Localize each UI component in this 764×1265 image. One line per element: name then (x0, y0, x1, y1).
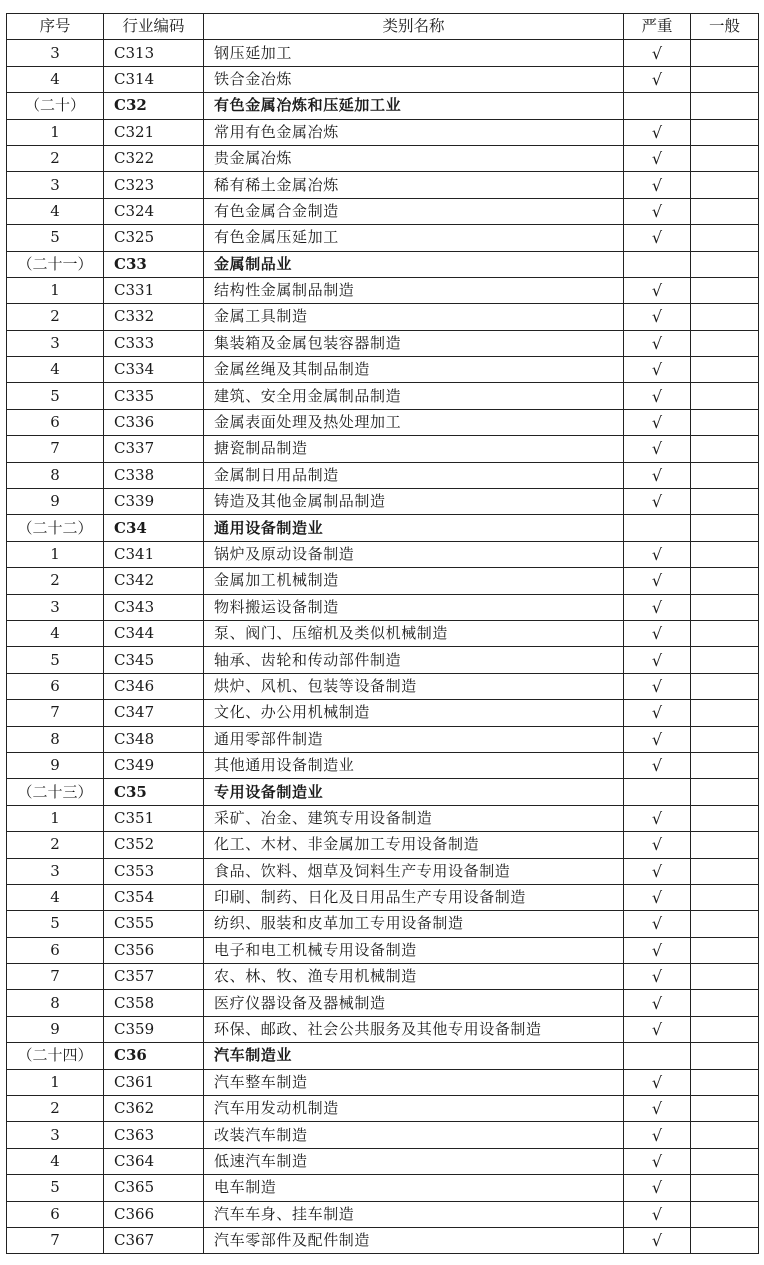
cell-name: 有色金属压延加工 (204, 225, 624, 251)
cell-severe (624, 1043, 691, 1069)
cell-name: 常用有色金属冶炼 (204, 119, 624, 145)
cell-general (691, 277, 759, 303)
table-row (7, 462, 759, 488)
cell-general (691, 1016, 759, 1042)
cell-seq: 6 (7, 673, 104, 699)
table-row (7, 964, 759, 990)
cell-seq: 5 (7, 647, 104, 673)
cell-seq: 7 (7, 436, 104, 462)
cell-severe: √ (624, 594, 691, 620)
cell-code: C345 (104, 647, 204, 673)
cell-name: 汽车零部件及配件制造 (204, 1227, 624, 1253)
cell-severe: √ (624, 673, 691, 699)
cell-code: C363 (104, 1122, 204, 1148)
table-row (7, 1096, 759, 1122)
cell-general (691, 726, 759, 752)
cell-severe: √ (624, 198, 691, 224)
cell-seq: 1 (7, 119, 104, 145)
cell-general (691, 884, 759, 910)
cell-name: 建筑、安全用金属制品制造 (204, 383, 624, 409)
cell-general (691, 436, 759, 462)
cell-code: C332 (104, 304, 204, 330)
table-row (7, 752, 759, 778)
cell-seq: 4 (7, 1148, 104, 1174)
cell-seq: （二十） (7, 93, 104, 119)
cell-code: C365 (104, 1175, 204, 1201)
cell-name: 泵、阀门、压缩机及类似机械制造 (204, 620, 624, 646)
cell-code: C349 (104, 752, 204, 778)
table-header-row (7, 14, 759, 40)
cell-general (691, 198, 759, 224)
cell-seq: 4 (7, 198, 104, 224)
cell-general (691, 990, 759, 1016)
cell-severe: √ (624, 1069, 691, 1095)
cell-code: C358 (104, 990, 204, 1016)
cell-seq: 2 (7, 568, 104, 594)
cell-general (691, 40, 759, 66)
cell-seq: 5 (7, 911, 104, 937)
cell-seq: 7 (7, 1227, 104, 1253)
cell-severe: √ (624, 752, 691, 778)
table-row (7, 805, 759, 831)
cell-general (691, 832, 759, 858)
cell-severe: √ (624, 647, 691, 673)
cell-severe: √ (624, 541, 691, 567)
cell-code: C338 (104, 462, 204, 488)
cell-code: C362 (104, 1096, 204, 1122)
cell-name: 金属表面处理及热处理加工 (204, 409, 624, 435)
cell-severe: √ (624, 1122, 691, 1148)
cell-general (691, 594, 759, 620)
cell-general (691, 964, 759, 990)
cell-seq: （二十一） (7, 251, 104, 277)
cell-code: C33 (104, 251, 204, 277)
cell-severe (624, 515, 691, 541)
cell-general (691, 304, 759, 330)
cell-name: 金属制日用品制造 (204, 462, 624, 488)
cell-general (691, 409, 759, 435)
cell-seq: 2 (7, 1096, 104, 1122)
cell-name: 电车制造 (204, 1175, 624, 1201)
cell-seq: 4 (7, 884, 104, 910)
cell-name: 金属制品业 (204, 251, 624, 277)
cell-seq: 1 (7, 805, 104, 831)
cell-severe: √ (624, 172, 691, 198)
cell-code: C321 (104, 119, 204, 145)
cell-name: 搪瓷制品制造 (204, 436, 624, 462)
cell-severe: √ (624, 1096, 691, 1122)
table-row (7, 700, 759, 726)
table-row (7, 1227, 759, 1253)
table-row (7, 594, 759, 620)
cell-seq: （二十三） (7, 779, 104, 805)
cell-name: 有色金属冶炼和压延加工业 (204, 93, 624, 119)
cell-general (691, 752, 759, 778)
cell-severe: √ (624, 383, 691, 409)
cell-severe: √ (624, 1227, 691, 1253)
cell-name: 汽车整车制造 (204, 1069, 624, 1095)
header-severe: 严重 (624, 14, 691, 40)
cell-seq: 4 (7, 66, 104, 92)
cell-severe: √ (624, 805, 691, 831)
cell-code: C343 (104, 594, 204, 620)
cell-name: 汽车车身、挂车制造 (204, 1201, 624, 1227)
table-row (7, 172, 759, 198)
cell-name: 铸造及其他金属制品制造 (204, 489, 624, 515)
cell-general (691, 568, 759, 594)
cell-general (691, 647, 759, 673)
cell-seq: 1 (7, 541, 104, 567)
cell-severe (624, 93, 691, 119)
cell-name: 纺织、服装和皮革加工专用设备制造 (204, 911, 624, 937)
cell-name: 结构性金属制品制造 (204, 277, 624, 303)
cell-seq: 2 (7, 832, 104, 858)
cell-severe: √ (624, 858, 691, 884)
table-row (7, 673, 759, 699)
cell-name: 轴承、齿轮和传动部件制造 (204, 647, 624, 673)
cell-seq: 3 (7, 330, 104, 356)
cell-severe: √ (624, 832, 691, 858)
cell-seq: 3 (7, 858, 104, 884)
cell-seq: 6 (7, 1201, 104, 1227)
table-row (7, 647, 759, 673)
cell-name: 集装箱及金属包装容器制造 (204, 330, 624, 356)
cell-general (691, 225, 759, 251)
cell-name: 有色金属合金制造 (204, 198, 624, 224)
cell-seq: （二十四） (7, 1043, 104, 1069)
cell-severe: √ (624, 409, 691, 435)
cell-general (691, 541, 759, 567)
cell-name: 其他通用设备制造业 (204, 752, 624, 778)
cell-general (691, 937, 759, 963)
cell-severe: √ (624, 990, 691, 1016)
cell-name: 钢压延加工 (204, 40, 624, 66)
cell-code: C346 (104, 673, 204, 699)
cell-seq: 3 (7, 172, 104, 198)
header-general: 一般 (691, 14, 759, 40)
table-row (7, 66, 759, 92)
cell-severe (624, 251, 691, 277)
cell-seq: 5 (7, 225, 104, 251)
cell-code: C356 (104, 937, 204, 963)
cell-code: C351 (104, 805, 204, 831)
cell-severe: √ (624, 119, 691, 145)
table-row (7, 541, 759, 567)
cell-general (691, 66, 759, 92)
category-group-row (7, 251, 759, 277)
cell-severe: √ (624, 304, 691, 330)
cell-general (691, 1043, 759, 1069)
cell-seq: 3 (7, 594, 104, 620)
cell-name: 金属加工机械制造 (204, 568, 624, 594)
cell-seq: 7 (7, 700, 104, 726)
cell-seq: 4 (7, 357, 104, 383)
cell-code: C313 (104, 40, 204, 66)
cell-severe (624, 779, 691, 805)
cell-name: 电子和电工机械专用设备制造 (204, 937, 624, 963)
cell-name: 印刷、制药、日化及日用品生产专用设备制造 (204, 884, 624, 910)
cell-severe: √ (624, 911, 691, 937)
cell-name: 金属丝绳及其制品制造 (204, 357, 624, 383)
category-group-row (7, 1043, 759, 1069)
cell-name: 烘炉、风机、包装等设备制造 (204, 673, 624, 699)
cell-seq: 1 (7, 277, 104, 303)
cell-code: C32 (104, 93, 204, 119)
cell-general (691, 383, 759, 409)
cell-code: C366 (104, 1201, 204, 1227)
cell-seq: 9 (7, 752, 104, 778)
cell-general (691, 1122, 759, 1148)
cell-severe: √ (624, 66, 691, 92)
cell-code: C334 (104, 357, 204, 383)
cell-code: C361 (104, 1069, 204, 1095)
cell-name: 汽车制造业 (204, 1043, 624, 1069)
cell-severe: √ (624, 1148, 691, 1174)
table-row (7, 198, 759, 224)
cell-code: C324 (104, 198, 204, 224)
table-row (7, 937, 759, 963)
cell-code: C34 (104, 515, 204, 541)
cell-code: C336 (104, 409, 204, 435)
cell-code: C347 (104, 700, 204, 726)
table-row (7, 911, 759, 937)
cell-code: C344 (104, 620, 204, 646)
table-body (7, 40, 759, 1254)
cell-name: 化工、木材、非金属加工专用设备制造 (204, 832, 624, 858)
table-row (7, 858, 759, 884)
table-row (7, 409, 759, 435)
table-row (7, 277, 759, 303)
table-row (7, 304, 759, 330)
cell-seq: 2 (7, 304, 104, 330)
cell-severe: √ (624, 145, 691, 171)
cell-name: 通用零部件制造 (204, 726, 624, 752)
table-row (7, 884, 759, 910)
cell-severe: √ (624, 1016, 691, 1042)
cell-code: C348 (104, 726, 204, 752)
cell-general (691, 1069, 759, 1095)
cell-name: 食品、饮料、烟草及饲料生产专用设备制造 (204, 858, 624, 884)
table-row (7, 489, 759, 515)
cell-code: C333 (104, 330, 204, 356)
cell-general (691, 172, 759, 198)
cell-seq: 9 (7, 489, 104, 515)
cell-name: 低速汽车制造 (204, 1148, 624, 1174)
category-group-row (7, 779, 759, 805)
table-row (7, 1148, 759, 1174)
cell-general (691, 673, 759, 699)
cell-general (691, 858, 759, 884)
cell-name: 文化、办公用机械制造 (204, 700, 624, 726)
cell-severe: √ (624, 620, 691, 646)
table-row (7, 40, 759, 66)
cell-code: C36 (104, 1043, 204, 1069)
cell-code: C357 (104, 964, 204, 990)
table-row (7, 145, 759, 171)
cell-name: 采矿、冶金、建筑专用设备制造 (204, 805, 624, 831)
table-row (7, 832, 759, 858)
cell-seq: 2 (7, 145, 104, 171)
table-row (7, 1016, 759, 1042)
cell-severe: √ (624, 436, 691, 462)
cell-severe: √ (624, 884, 691, 910)
header-name: 类别名称 (204, 14, 624, 40)
cell-name: 汽车用发动机制造 (204, 1096, 624, 1122)
cell-severe: √ (624, 330, 691, 356)
cell-seq: 5 (7, 383, 104, 409)
cell-seq: 6 (7, 409, 104, 435)
cell-severe: √ (624, 700, 691, 726)
cell-severe: √ (624, 726, 691, 752)
cell-general (691, 330, 759, 356)
cell-name: 物料搬运设备制造 (204, 594, 624, 620)
cell-code: C322 (104, 145, 204, 171)
table-row (7, 383, 759, 409)
cell-severe: √ (624, 462, 691, 488)
cell-code: C355 (104, 911, 204, 937)
cell-severe: √ (624, 568, 691, 594)
table-row (7, 726, 759, 752)
cell-code: C325 (104, 225, 204, 251)
cell-seq: 8 (7, 726, 104, 752)
table-row (7, 620, 759, 646)
cell-code: C367 (104, 1227, 204, 1253)
table-row (7, 990, 759, 1016)
cell-general (691, 93, 759, 119)
table-row (7, 330, 759, 356)
cell-general (691, 1201, 759, 1227)
table-row (7, 1069, 759, 1095)
cell-name: 贵金属冶炼 (204, 145, 624, 171)
cell-code: C337 (104, 436, 204, 462)
table-row (7, 436, 759, 462)
cell-seq: 8 (7, 462, 104, 488)
cell-general (691, 489, 759, 515)
cell-code: C341 (104, 541, 204, 567)
cell-code: C342 (104, 568, 204, 594)
cell-general (691, 357, 759, 383)
cell-seq: 3 (7, 40, 104, 66)
cell-general (691, 1227, 759, 1253)
table-row (7, 119, 759, 145)
cell-name: 锅炉及原动设备制造 (204, 541, 624, 567)
cell-severe: √ (624, 1201, 691, 1227)
cell-seq: 9 (7, 1016, 104, 1042)
category-group-row (7, 93, 759, 119)
cell-severe: √ (624, 964, 691, 990)
table-row (7, 1201, 759, 1227)
cell-code: C364 (104, 1148, 204, 1174)
cell-name: 金属工具制造 (204, 304, 624, 330)
category-group-row (7, 515, 759, 541)
cell-general (691, 119, 759, 145)
cell-name: 医疗仪器设备及器械制造 (204, 990, 624, 1016)
cell-general (691, 700, 759, 726)
cell-code: C335 (104, 383, 204, 409)
cell-seq: 7 (7, 964, 104, 990)
table-row (7, 1122, 759, 1148)
cell-seq: 5 (7, 1175, 104, 1201)
cell-code: C339 (104, 489, 204, 515)
cell-code: C353 (104, 858, 204, 884)
cell-seq: 6 (7, 937, 104, 963)
cell-general (691, 779, 759, 805)
cell-name: 环保、邮政、社会公共服务及其他专用设备制造 (204, 1016, 624, 1042)
cell-general (691, 1148, 759, 1174)
cell-general (691, 805, 759, 831)
cell-general (691, 1096, 759, 1122)
cell-severe: √ (624, 1175, 691, 1201)
cell-code: C352 (104, 832, 204, 858)
cell-general (691, 515, 759, 541)
cell-severe: √ (624, 40, 691, 66)
cell-name: 改装汽车制造 (204, 1122, 624, 1148)
table-row (7, 225, 759, 251)
cell-code: C314 (104, 66, 204, 92)
cell-general (691, 911, 759, 937)
cell-severe: √ (624, 225, 691, 251)
cell-general (691, 1175, 759, 1201)
cell-general (691, 251, 759, 277)
cell-code: C35 (104, 779, 204, 805)
header-seq: 序号 (7, 14, 104, 40)
cell-name: 通用设备制造业 (204, 515, 624, 541)
cell-code: C323 (104, 172, 204, 198)
cell-name: 专用设备制造业 (204, 779, 624, 805)
cell-seq: （二十二） (7, 515, 104, 541)
cell-code: C354 (104, 884, 204, 910)
cell-severe: √ (624, 277, 691, 303)
cell-seq: 8 (7, 990, 104, 1016)
cell-code: C359 (104, 1016, 204, 1042)
cell-general (691, 620, 759, 646)
cell-seq: 4 (7, 620, 104, 646)
table-row (7, 1175, 759, 1201)
cell-name: 铁合金冶炼 (204, 66, 624, 92)
industry-category-table (6, 13, 759, 1254)
cell-general (691, 462, 759, 488)
cell-general (691, 145, 759, 171)
cell-name: 农、林、牧、渔专用机械制造 (204, 964, 624, 990)
cell-severe: √ (624, 489, 691, 515)
header-code: 行业编码 (104, 14, 204, 40)
cell-name: 稀有稀土金属冶炼 (204, 172, 624, 198)
cell-seq: 3 (7, 1122, 104, 1148)
table-row (7, 568, 759, 594)
cell-severe: √ (624, 357, 691, 383)
cell-severe: √ (624, 937, 691, 963)
table-row (7, 357, 759, 383)
cell-seq: 1 (7, 1069, 104, 1095)
cell-code: C331 (104, 277, 204, 303)
